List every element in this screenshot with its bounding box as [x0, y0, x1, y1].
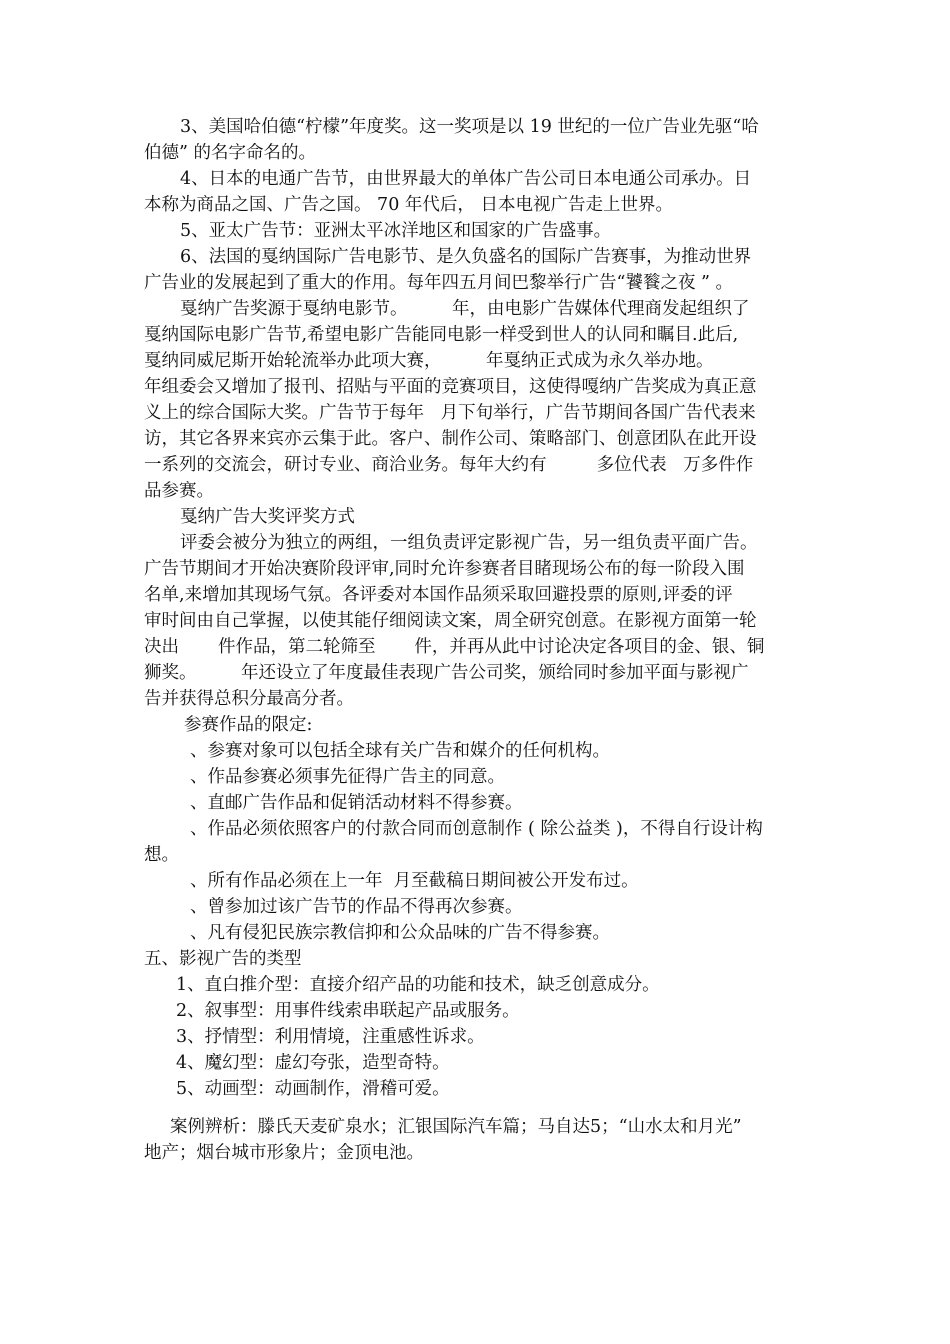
text-line: 决出 件作品，第二轮筛至 件，并再从此中讨论决定各项目的金、银、铜: [144, 637, 765, 657]
text-line: 年组委会又增加了报刊、招贴与平面的竞赛项目，这使得嘎纳广告奖成为真正意: [144, 377, 757, 397]
text-line: 审时间由自己掌握，以使其能仔细阅读文案，周全研究创意。在影视方面第一轮: [144, 611, 757, 631]
text-line: 品参赛。: [144, 481, 214, 501]
text-line: 告并获得总积分最高分者。: [144, 689, 354, 709]
section-heading: 戛纳广告大奖评奖方式: [180, 507, 355, 527]
text-line: 广告节期间才开始决赛阶段评审,同时允许参赛者目睹现场公布的每一阶段入围: [144, 559, 745, 579]
list-item: 3、抒情型：利用情境，注重感性诉求。: [176, 1027, 485, 1047]
text-line: 伯德” 的名字命名的。: [144, 143, 317, 163]
text-line: 5、亚太广告节：亚洲太平冰洋地区和国家的广告盛事。: [180, 221, 612, 241]
section-heading: 参赛作品的限定:: [184, 715, 313, 735]
list-item: 5、动画型：动画制作，滑稽可爱。: [176, 1079, 450, 1099]
text-line: 名单,来增加其现场气氛。各评委对本国作品须采取回避投票的原则,评委的评: [144, 585, 733, 605]
text-line: 案例辨析：滕氏天麦矿泉水；汇银国际汽车篇；马自达5；“山水太和月光”: [170, 1117, 742, 1137]
list-item: 、作品参赛必须事先征得广告主的同意。: [190, 767, 505, 787]
text-line: 戛纳广告奖源于戛纳电影节。 年，由电影广告媒体代理商发起组织了: [180, 299, 750, 319]
text-line: 4、日本的电通广告节，由世界最大的单体广告公司日本电通公司承办。日: [180, 169, 752, 189]
text-line: 广告业的发展起到了重大的作用。每年四五月间巴黎举行广告“饕餮之夜 ” 。: [144, 273, 734, 293]
list-item: 、凡有侵犯民族宗教信抑和公众品味的广告不得参赛。: [190, 923, 610, 943]
section-heading: 五、影视广告的类型: [144, 949, 302, 969]
list-item: 、参赛对象可以包括全球有关广告和媒介的任何机构。: [190, 741, 610, 761]
text-line: 戛纳同威尼斯开始轮流举办此项大赛， 年戛纳正式成为永久举办地。: [144, 351, 714, 371]
text-line: 3、美国哈伯德“柠檬”年度奖。这一奖项是以 19 世纪的一位广告业先驱“哈: [180, 117, 759, 137]
text-line: 访，其它各界来宾亦云集于此。客户、制作公司、策略部门、创意团队在此开设: [144, 429, 757, 449]
text-line: 地产；烟台城市形象片；金顶电池。: [144, 1143, 424, 1163]
list-item-continuation: 想。: [144, 845, 179, 865]
text-line: 6、法国的戛纳国际广告电影节、是久负盛名的国际广告赛事，为推动世界: [180, 247, 752, 267]
list-item: 、曾参加过该广告节的作品不得再次参赛。: [190, 897, 523, 917]
text-line: 义上的综合国际大奖。广告节于每年 月下旬举行，广告节期间各国广告代表来: [144, 403, 756, 423]
text-line: 一系列的交流会，研讨专业、商洽业务。每年大约有 多位代表 万多件作: [144, 455, 754, 475]
list-item: 、直邮广告作品和促销活动材料不得参赛。: [190, 793, 523, 813]
list-item: 、作品必须依照客户的付款合同而创意制作 ( 除公益类 )，不得自行设计构: [190, 819, 763, 839]
text-line: 评委会被分为独立的两组，一组负责评定影视广告，另一组负责平面广告。: [180, 533, 758, 553]
list-item: 1、直白推介型：直接介绍产品的功能和技术，缺乏创意成分。: [176, 975, 660, 995]
text-line: 狮奖。 年还设立了年度最佳表现广告公司奖，颁给同时参加平面与影视广: [144, 663, 749, 683]
text-line: 戛纳国际电影广告节,希望电影广告能同电影一样受到世人的认同和瞩目.此后,: [144, 325, 739, 345]
text-line: 本称为商品之国、广告之国。 70 年代后， 日本电视广告走上世界。: [144, 195, 673, 215]
list-item: 、所有作品必须在上一年 月至截稿日期间被公开发布过。: [190, 871, 639, 891]
list-item: 4、魔幻型：虚幻夸张，造型奇特。: [176, 1053, 450, 1073]
list-item: 2、叙事型：用事件线索串联起产品或服务。: [176, 1001, 520, 1021]
